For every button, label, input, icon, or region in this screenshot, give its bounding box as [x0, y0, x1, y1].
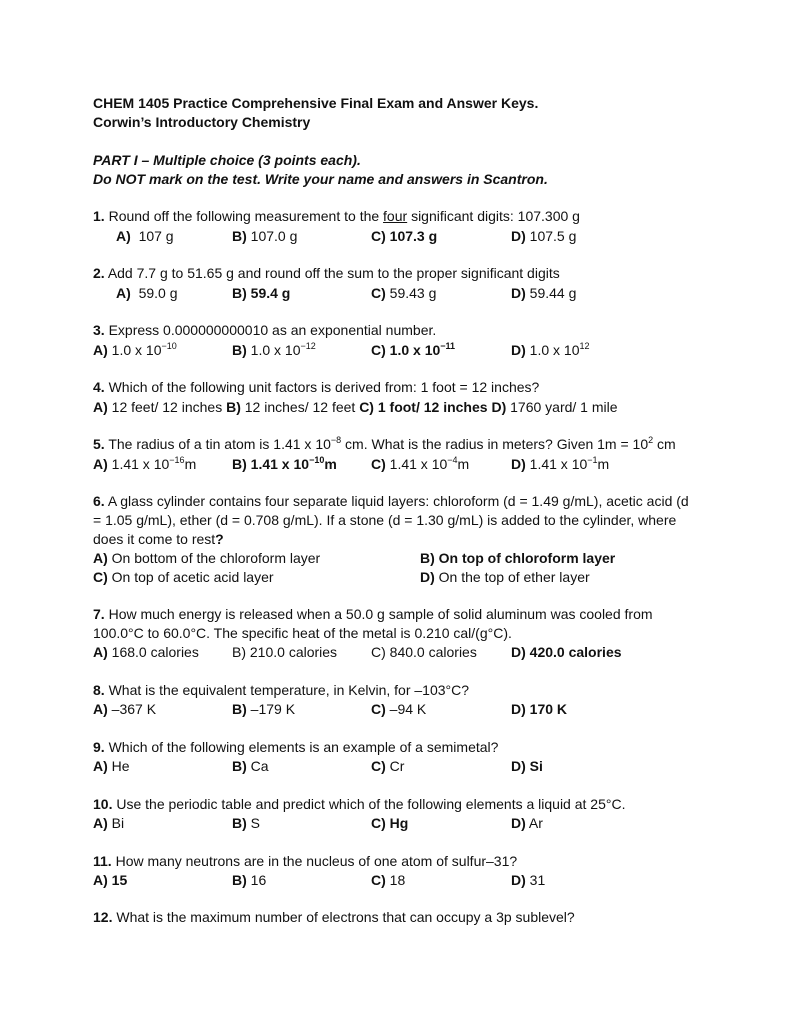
question-number: 7.	[93, 606, 105, 622]
question-11	[93, 852, 517, 870]
question-text: Round off the following measurement to the	[108, 208, 380, 224]
question-text: The radius of a tin atom is 1.41 x 10	[108, 436, 331, 452]
question-text: Use the periodic table and predict which of the following elements a liquid at 25°C.	[116, 796, 626, 812]
q3-option-c: C) 1.0 x $10^{-11}$	[371, 341, 456, 358]
q7-option-b: B) 210.0 calories	[232, 644, 338, 660]
question-number: 4.	[93, 379, 105, 395]
q11-option-d: D) 31	[511, 872, 546, 888]
q1-option-b: B) 107.0 g	[232, 228, 298, 244]
q1-option-a: A) 107 g	[116, 228, 174, 244]
exam-title: CHEM 1405 Practice Comprehensive Final Exam and Answer Keys.	[93, 95, 539, 111]
emphasis-word: four	[383, 208, 408, 224]
q9-option-c: C) Cr	[371, 758, 405, 774]
q5-option-d: D) 1.41 x $10^{-1}m$	[511, 455, 610, 472]
q10-option-c: C) Hg	[371, 815, 409, 831]
question-text: How many neutrons are in the nucleus of one atom of sulfur–31?	[115, 853, 518, 869]
q2-option-a: A) 59.0 g	[116, 285, 178, 301]
question-text: What is the equivalent temperature, in Kelvin, for –103°C?	[108, 682, 470, 698]
q9-option-b: B) Ca	[232, 758, 269, 774]
q6-option-d: D) On the top of ether layer	[420, 569, 590, 585]
q11-option-a: A) 15	[93, 872, 128, 888]
question-text: Which of the following unit factors is derived from: 1 foot = 12 inches?	[108, 379, 540, 395]
question-4	[93, 378, 539, 396]
q10-option-a: A) Bi	[93, 815, 125, 831]
question-text: A glass cylinder contains four separate liquid layers: chloroform (d = 1.49 g/mL), acetic acid (d	[107, 493, 689, 509]
question-number: 10.	[93, 796, 113, 812]
question-number: 6.	[93, 493, 105, 509]
q4-option-b: B) 12 inches/ 12 feet	[226, 399, 356, 415]
question-3	[93, 321, 436, 339]
q5-option-a: A) 1.41 x $10^{-16}m$	[93, 455, 197, 472]
q1-option-c: C) 107.3 g	[371, 228, 438, 244]
instructions-note: Do NOT mark on the test. Write your name and answers in Scantron.	[93, 171, 548, 187]
q2-option-d: D) 59.44 g	[511, 285, 577, 301]
q6-option-b: B) On top of chloroform layer	[420, 550, 616, 566]
q3-option-b: B) 1.0 x $10^{-12}$	[232, 341, 316, 358]
question-10	[93, 795, 625, 813]
question-number: 9.	[93, 739, 105, 755]
q10-option-d: D) Ar	[511, 815, 543, 831]
question-number: 3.	[93, 322, 105, 338]
q2-option-b: B) 59.4 g	[232, 285, 291, 301]
q8-option-d: D) 170 K	[511, 701, 568, 717]
question-text: Add 7.7 g to 51.65 g and round off the sum to the proper significant digits	[107, 265, 560, 281]
question-7	[93, 605, 653, 623]
q4-option-a: A) 12 feet/ 12 inches	[93, 399, 223, 415]
question-number: 12.	[93, 909, 113, 925]
q1-option-d: D) 107.5 g	[511, 228, 577, 244]
question-2	[93, 264, 560, 282]
q4-option-c: C) 1 foot/ 12 inches	[359, 399, 488, 415]
q7-option-c: C) 840.0 calories	[371, 644, 477, 660]
question-number: 5.	[93, 436, 105, 452]
q9-option-a: A) He	[93, 758, 130, 774]
q7-option-d: D) 420.0 calories	[511, 644, 622, 660]
q7-option-a: A) 168.0 calories	[93, 644, 199, 660]
question-text: What is the maximum number of electrons that can occupy a 3p sublevel?	[116, 909, 575, 925]
q11-option-c: C) 18	[371, 872, 406, 888]
q8-option-a: A) –367 K	[93, 701, 157, 717]
q11-option-b: B) 16	[232, 872, 267, 888]
q8-option-c: C) –94 K	[371, 701, 427, 717]
question-8	[93, 681, 469, 699]
q4-option-d: D) 1760 yard/ 1 mile	[491, 399, 618, 415]
exam-subtitle: Corwin’s Introductory Chemistry	[93, 114, 311, 130]
q3-option-d: D) 1.0 x $10^{12}$	[511, 341, 590, 358]
q8-option-b: B) –179 K	[232, 701, 296, 717]
question-number: 1.	[93, 208, 105, 224]
question-7-line-2: 100.0°C to 60.0°C. The specific heat of the metal is 0.210 cal/(g°C).	[93, 625, 512, 641]
q4-options-row	[93, 398, 618, 416]
question-6	[93, 492, 689, 510]
question-6-line-2: = 1.05 g/mL), ether (d = 0.708 g/mL). If a stone (d = 1.30 g/mL) is added to the cylinder, where	[93, 512, 677, 528]
q5-option-c: C) 1.41 x $10^{-4}m$	[371, 455, 470, 472]
q2-option-c: C) 59.43 g	[371, 285, 437, 301]
question-1	[93, 207, 580, 225]
q3-option-a: A) 1.0 x $10^{-10}$	[93, 341, 177, 358]
q10-option-b: B) S	[232, 815, 261, 831]
question-number: 8.	[93, 682, 105, 698]
question-5: 5. The radius of a tin atom is 1.41 x $10^{-8}$ cm. What is the radius in meters? Given $1m = 10^2$ cm	[93, 435, 676, 452]
question-text: How much energy is released when a 50.0 g sample of solid aluminum was cooled from	[108, 606, 653, 622]
question-12	[93, 908, 575, 926]
question-text: significant digits: 107.300 g	[411, 208, 580, 224]
q9-option-d: D) Si	[511, 758, 543, 774]
question-number: 11.	[93, 853, 112, 869]
question-text: Which of the following elements is an example of a semimetal?	[108, 739, 499, 755]
question-number: 2.	[93, 265, 105, 281]
question-text: Express 0.000000000010 as an exponential number.	[108, 322, 437, 338]
part-heading: PART I – Multiple choice (3 points each).	[93, 152, 361, 168]
q6-option-a: A) On bottom of the chloroform layer	[93, 550, 321, 566]
q6-option-c: C) On top of acetic acid layer	[93, 569, 274, 585]
q5-option-b: B) 1.41 x $10^{-10}m$	[232, 455, 337, 472]
question-6-line-3: does it come to rest?	[93, 531, 224, 547]
question-9	[93, 738, 498, 756]
